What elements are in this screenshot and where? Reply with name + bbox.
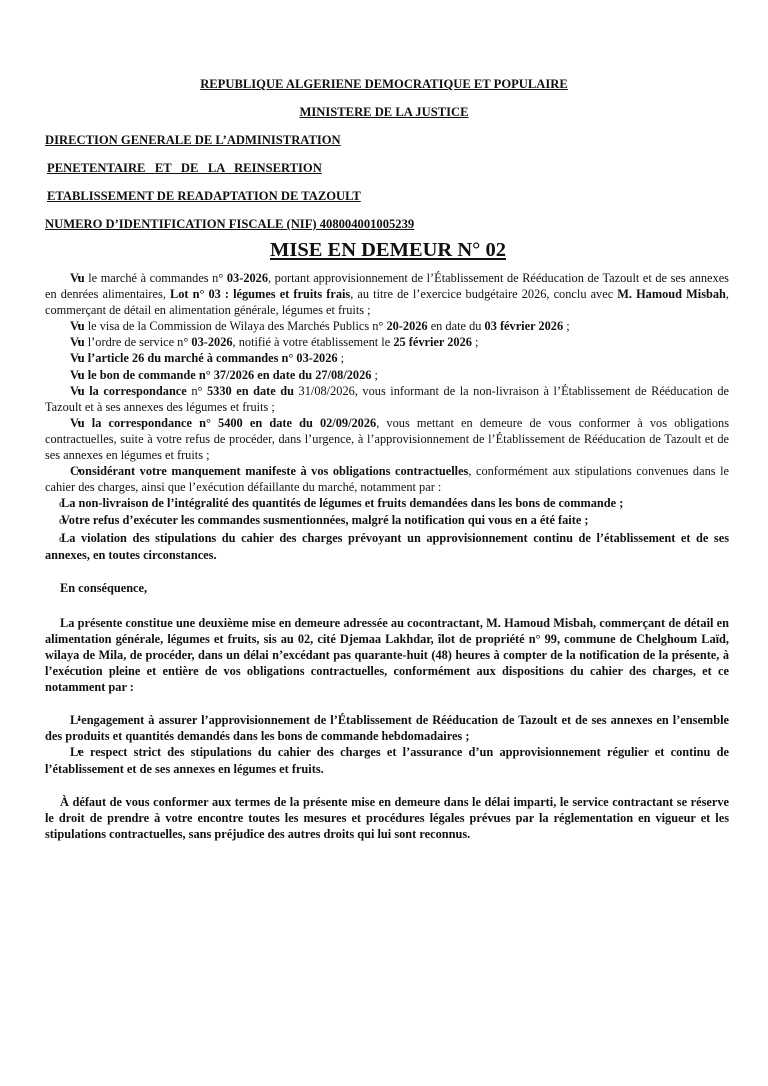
vu-clause-service-order: • Vu l’ordre de service n° 03-2026, notifié à votre établissement le 25 février 2026 ; <box>45 334 729 350</box>
vu-clause-article: • Vu l’article 26 du marché à commandes n° 03-2026 ; <box>45 350 729 366</box>
breach-item-violation: o La violation des stipulations du cahier des charges prévoyant un approvisionnement continu de l’établissement et de ses annexes, en toutes circonstances. <box>45 530 729 563</box>
consequence-heading: En conséquence, <box>60 580 148 595</box>
document-title: MISE EN DEMEUR N° 02 <box>270 239 506 261</box>
header-republic: REPUBLIQUE ALGERIENE DEMOCRATIQUE ET POPULAIRE <box>200 77 568 91</box>
header-direction: DIRECTION GENERALE DE L’ADMINISTRATION <box>45 133 341 147</box>
header-penitentiary: PENETENTAIRE ET DE LA REINSERTION <box>47 161 322 175</box>
engagement-item-supply: • L’engagement à assurer l’approvisionnement de l’Établissement de Rééducation de Tazoult et de ses annexes en l’ensemble des produits et quantités demandés dans les bons de commande hebdomadaires ; <box>45 712 729 744</box>
document-body <box>45 270 729 842</box>
vu-clause-visa: • Vu le visa de la Commission de Wilaya des Marchés Publics n° 20-2026 en date du 03 février 2026 ; <box>45 318 729 334</box>
header-ministry: MINISTERE DE LA JUSTICE <box>299 105 469 119</box>
final-warning-paragraph: À défaut de vous conformer aux termes de la présente mise en demeure dans le délai imparti, le service contractant se réserve le droit de prendre à votre encontre toutes les mesures et procédures légales prévues par la réglementation en vigueur et les stipulations contractuelles, sans préjudice des autres droits qui lui sont reconnus. <box>45 794 729 841</box>
engagement-item-compliance: • Le respect strict des stipulations du cahier des charges et l’assurance d’un approvisionnement régulier et continu de l’établissement et de ses annexes en légumes et fruits. <box>45 744 729 776</box>
vu-clause-correspondence-5400: • Vu la correspondance n° 5400 en date du 02/09/2026, vous mettant en demeure de vous conformer à vos obligations contractuelles, suite à votre refus de procéder, dans l’urgence, à l’approvisionnement de l’Établissement de Rééducation de Tazoult et de ses annexes en légumes et fruits ; <box>45 415 729 463</box>
header-establishment: ETABLISSEMENT DE READAPTATION DE TAZOULT <box>47 189 361 203</box>
formal-notice-paragraph: La présente constitue une deuxième mise en demeure adressée au cocontractant, M. Hamoud Misbah, commerçant de détail en alimentation générale, légumes et fruits, sis au 02, cité Djemaa Lakhdar, îlot de propriété n° 99, commune de Chelghoum Laïd, wilaya de Mila, de procéder, dans un délai n’excédant pas quarante-huit (48) heures à compter de la notification de la présente, à l’exécution pleine et entière de vos obligations contractuelles, conformément aux dispositions du cahier des charges, et ce notamment par : <box>45 615 729 695</box>
vu-clause-market: • Vu le marché à commandes n° 03-2026, portant approvisionnement de l’Établissement de Rééducation de Tazoult et de ses annexes en denrées alimentaires, Lot n° 03 : légumes et fruits frais, au titre de l’exercice budgétaire 2026, conclu avec M. Hamoud Misbah, commerçant de détail en alimentation générale, légumes et fruits ; <box>45 270 729 318</box>
vu-clause-order-form: • Vu le bon de commande n° 37/2026 en date du 27/08/2026 ; <box>45 367 729 383</box>
breach-item-refusal: o Votre refus d’exécuter les commandes susmentionnées, malgré la notification qui vous en a été faite ; <box>45 512 729 529</box>
header-nif: NUMERO D’IDENTIFICATION FISCALE (NIF) 408004001005239 <box>45 217 415 231</box>
breach-item-non-delivery: o La non-livraison de l’intégralité des quantités de légumes et fruits demandées dans les bons de commande ; <box>45 495 729 512</box>
vu-clause-correspondence-5330: • Vu la correspondance n° 5330 en date du 31/08/2026, vous informant de la non-livraison à l’Établissement de Rééducation de Tazoult et à ses annexes des légumes et fruits ; <box>45 383 729 415</box>
considering-clause: • Considérant votre manquement manifeste à vos obligations contractuelles, conformément aux stipulations convenues dans le cahier des charges, ainsi que l’exécution défaillante du marché, notamment par : <box>45 463 729 495</box>
